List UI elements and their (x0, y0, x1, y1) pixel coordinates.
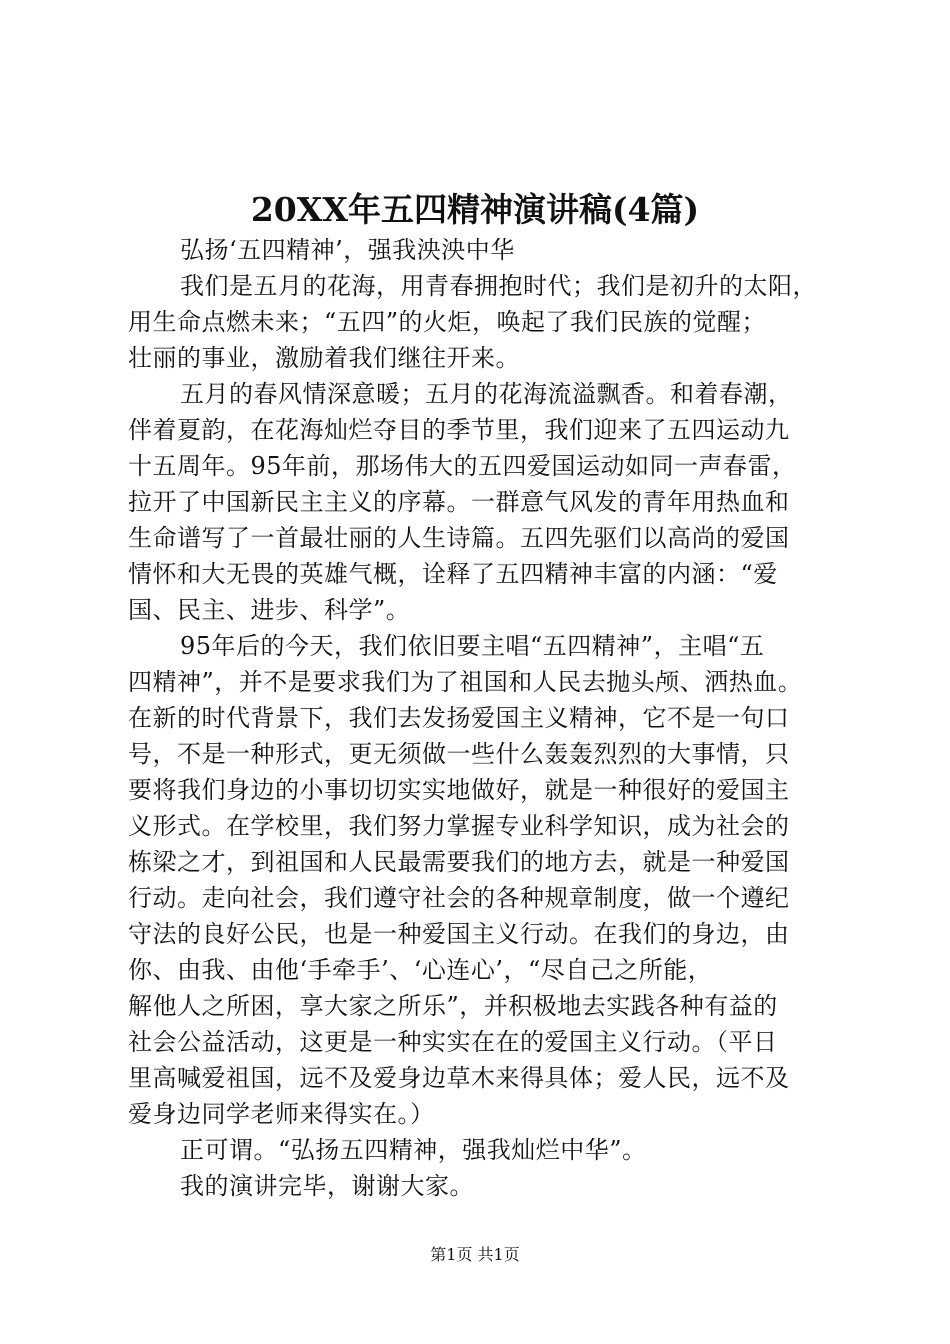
paragraph-line: 你、由我、由他‘手牵手’、‘心连心’，“尽自己之所能， (128, 956, 713, 984)
paragraph-line: 95年后的今天，我们依旧要主唱“五四精神”，主唱“五 (180, 632, 765, 660)
document-title: 20XX年五四精神演讲稿(4篇) (250, 190, 700, 229)
paragraph-line: 国、民主、进步、科学”。 (128, 596, 411, 624)
paragraph-line: 五月的春风情深意暖；五月的花海流溢飘香。和着春潮， (180, 380, 793, 408)
paragraph-line: 生命谱写了一首最壮丽的人生诗篇。五四先驱们以高尚的爱国 (128, 524, 790, 552)
paragraph-line: 情怀和大无畏的英雄气概，诠释了五四精神丰富的内涵：“爱 (128, 560, 778, 588)
paragraph-line: 爱身边同学老师来得实在。） (128, 1100, 435, 1128)
paragraph-line: 伴着夏韵，在花海灿烂夺目的季节里，我们迎来了五四运动九 (128, 416, 790, 444)
closing-line: 我的演讲完毕，谢谢大家。 (180, 1172, 474, 1200)
paragraph-line: 四精神”，并不是要求我们为了祖国和人民去抛头颅、洒热血。 (128, 668, 803, 696)
paragraph-line: 里高喊爱祖国，远不及爱身边草木来得具体；爱人民，远不及 (128, 1064, 790, 1092)
document-body (128, 232, 840, 1204)
paragraph-line: 守法的良好公民，也是一种爱国主义行动。在我们的身边，由 (128, 920, 790, 948)
paragraph-line: 十五周年。95年前，那场伟大的五四爱国运动如同一声春雷， (128, 452, 797, 480)
paragraph-line: 社会公益活动，这更是一种实实在在的爱国主义行动。（平日 (128, 1028, 778, 1056)
paragraph-line: 号，不是一种形式，更无须做一些什么轰轰烈烈的大事情，只 (128, 740, 790, 768)
page-footer: 第1页 共1页 (430, 1245, 520, 1264)
paragraph-line: 我们是五月的花海，用青春拥抱时代；我们是初升的太阳， (180, 272, 817, 300)
paragraph-line: 行动。走向社会，我们遵守社会的各种规章制度，做一个遵纪 (128, 884, 790, 912)
paragraph-line: 在新的时代背景下，我们去发扬爱国主义精神，它不是一句口 (128, 704, 790, 732)
paragraph-line: 用生命点燃未来；“五四”的火炬，唤起了我们民族的觉醒； (128, 308, 767, 336)
paragraph-line: 义形式。在学校里，我们努力掌握专业科学知识，成为社会的 (128, 812, 790, 840)
paragraph-line: 栋梁之才，到祖国和人民最需要我们的地方去，就是一种爱国 (128, 848, 790, 876)
paragraph-line: 拉开了中国新民主主义的序幕。一群意气风发的青年用热血和 (128, 488, 790, 516)
paragraph-line: 要将我们身边的小事切切实实地做好，就是一种很好的爱国主 (128, 776, 790, 804)
subtitle-line: 弘扬‘五四精神’，强我泱泱中华 (180, 236, 515, 264)
paragraph-line: 解他人之所困，享大家之所乐”，并积极地去实践各种有益的 (128, 992, 778, 1020)
paragraph-line: 正可谓。“弘扬五四精神，强我灿烂中华”。 (180, 1136, 647, 1164)
paragraph-line: 壮丽的事业，激励着我们继往开来。 (128, 344, 520, 372)
